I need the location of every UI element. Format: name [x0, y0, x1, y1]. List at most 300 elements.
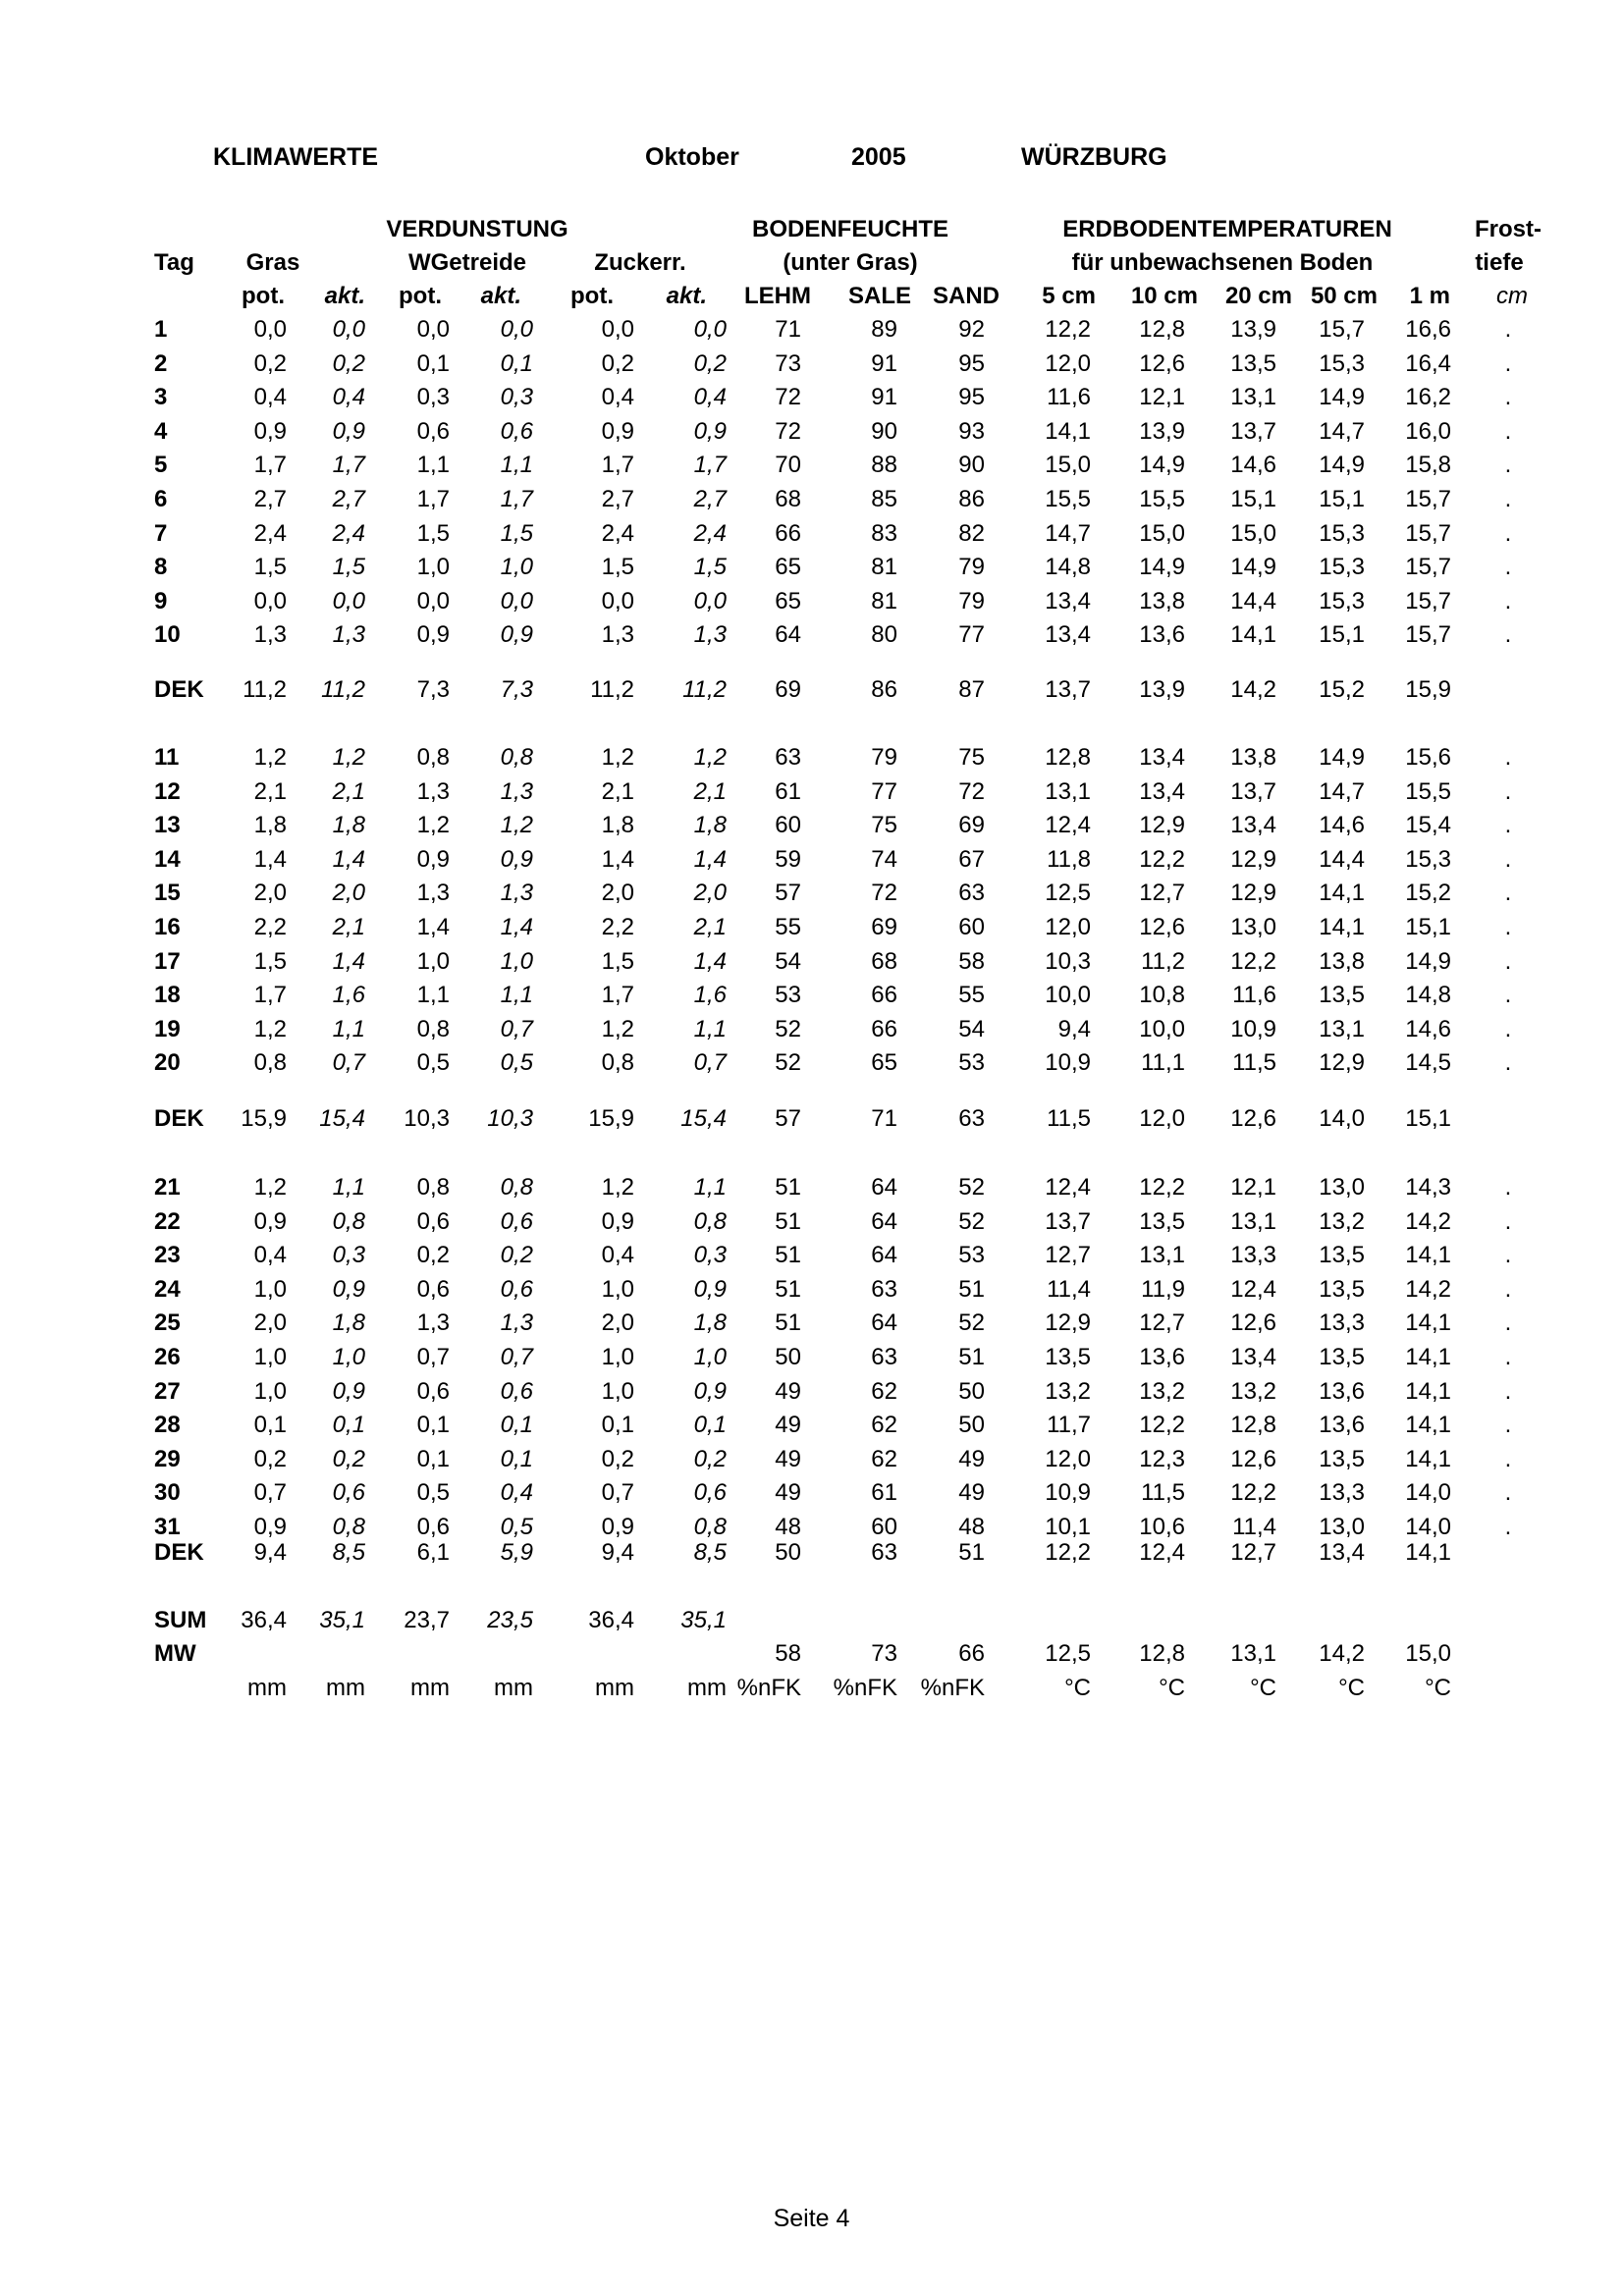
cell-lehm: 50 [775, 1344, 801, 1370]
cell-temp-20cm: 12,4 [1230, 1276, 1276, 1303]
cell-gras-pot: 0,8 [253, 1049, 287, 1076]
table-row [0, 585, 1623, 618]
cell-sand: 82 [958, 520, 985, 547]
cell-zuckerr-akt: 1,3 [693, 621, 727, 648]
cell-gras-pot: 0,9 [253, 418, 287, 445]
cell-temp-10cm: 13,4 [1139, 778, 1185, 805]
cell-frosttiefe: . [1504, 812, 1512, 838]
cell-temp-1m: 15,7 [1405, 554, 1451, 580]
cell-gras-akt: 0,2 [332, 1446, 365, 1472]
cell-temp-10cm: 10,0 [1139, 1016, 1185, 1042]
cell-sale: 71 [871, 1105, 897, 1132]
cell-temp-20cm: 15,1 [1230, 486, 1276, 512]
cell-gras-akt: 0,2 [332, 350, 365, 377]
cell-gras-pot: 2,2 [253, 914, 287, 940]
cell-gras-pot: 1,4 [253, 846, 287, 873]
cell-temp-5cm: 11,5 [1047, 1105, 1091, 1132]
table-row [0, 415, 1623, 449]
cell-zuckerr-akt: 0,2 [693, 1446, 727, 1472]
cell-lehm: 57 [775, 1105, 801, 1132]
cell-temp-10cm: 12,0 [1139, 1105, 1185, 1132]
cell-lehm: 52 [775, 1049, 801, 1076]
cell-gras-pot: 0,2 [253, 1446, 287, 1472]
cell-zuckerr-pot: 1,2 [601, 1016, 634, 1042]
cell-temp-50cm: 13,3 [1319, 1309, 1365, 1336]
cell-wgetreide-pot: 0,0 [416, 588, 450, 614]
cell-zuckerr-akt: 2,0 [693, 880, 727, 906]
cell-sand: 75 [958, 744, 985, 771]
cell-wgetreide-akt: 1,4 [500, 914, 533, 940]
cell-frosttiefe: . [1504, 1174, 1512, 1201]
cell-wgetreide-pot: 1,4 [416, 914, 450, 940]
cell-temp-10cm: 12,7 [1139, 1309, 1185, 1336]
cell-gras-akt: 1,4 [332, 846, 365, 873]
cell-gras-akt: 1,8 [332, 812, 365, 838]
cell-temp-1m: 15,0 [1405, 1640, 1451, 1667]
cell-sale: 63 [871, 1344, 897, 1370]
cell-lehm: 50 [775, 1539, 801, 1566]
cell-gras-akt: 11,2 [321, 676, 365, 703]
cell-gras-akt: 1,7 [332, 452, 365, 478]
cell-temp-50cm: 14,2 [1319, 1640, 1365, 1667]
cell-temp-10cm: 12,8 [1139, 1640, 1185, 1667]
cell-temp-5cm: 10,3 [1045, 948, 1091, 975]
cell-lehm: 72 [775, 418, 801, 445]
cell-temp-20cm: 13,7 [1230, 778, 1276, 805]
cell-frosttiefe: . [1504, 1344, 1512, 1370]
cell-gras-akt: 0,1 [332, 1412, 365, 1438]
title-month: Oktober [645, 143, 739, 171]
cell-temp-10cm: 15,0 [1139, 520, 1185, 547]
cell-zuckerr-pot: 1,5 [601, 554, 634, 580]
cell-temp-50cm: 14,9 [1319, 452, 1365, 478]
cell-frosttiefe: . [1504, 554, 1512, 580]
row-label: 22 [154, 1208, 181, 1235]
row-label: 12 [154, 778, 181, 805]
cell-wgetreide-pot: 1,1 [416, 982, 450, 1008]
cell-zuckerr-akt: 1,1 [693, 1016, 727, 1042]
cell-zuckerr-akt: 15,4 [680, 1105, 727, 1132]
cell-zuckerr-pot: 1,7 [601, 452, 634, 478]
cell-zuckerr-akt: 0,8 [693, 1514, 727, 1540]
cell-temp-5cm: 13,4 [1045, 588, 1091, 614]
cell-temp-5cm: 12,5 [1045, 1640, 1091, 1667]
header-frost: Frost- [1475, 216, 1542, 242]
cell-sand: 55 [958, 982, 985, 1008]
cell-sand: 90 [958, 452, 985, 478]
cell-temp-10cm: 13,4 [1139, 744, 1185, 771]
cell-wgetreide-akt: 10,3 [487, 1105, 533, 1132]
cell-gras-akt: 0,3 [332, 1242, 365, 1268]
cell-wgetreide-pot: 0,1 [416, 1446, 450, 1472]
cell-temp-1m: 14,5 [1405, 1049, 1451, 1076]
cell-temp-5cm: 12,2 [1045, 316, 1091, 343]
cell-temp-10cm: 12,3 [1139, 1446, 1185, 1472]
table-row [0, 1443, 1623, 1476]
table-row [0, 843, 1623, 877]
cell-gras-akt: 0,4 [332, 384, 365, 410]
cell-lehm: 68 [775, 486, 801, 512]
cell-temp-5cm: 13,7 [1045, 1208, 1091, 1235]
cell-gras-akt: 35,1 [319, 1607, 365, 1633]
cell-zuckerr-pot: 1,4 [601, 846, 634, 873]
row-label: 6 [154, 486, 168, 512]
cell-sand: 92 [958, 316, 985, 343]
cell-frosttiefe: . [1504, 418, 1512, 445]
cell-temp-50cm: 15,7 [1319, 316, 1365, 343]
cell-gras-pot: 1,7 [253, 982, 287, 1008]
cell-temp-20cm: 13,9 [1230, 316, 1276, 343]
cell-wgetreide-pot: mm [410, 1675, 450, 1701]
cell-temp-50cm: 14,7 [1319, 778, 1365, 805]
cell-zuckerr-akt: 0,7 [693, 1049, 727, 1076]
cell-zuckerr-akt: 0,6 [693, 1479, 727, 1506]
cell-temp-50cm: 15,3 [1319, 520, 1365, 547]
cell-temp-1m: 14,1 [1405, 1446, 1451, 1472]
cell-frosttiefe: . [1504, 778, 1512, 805]
cell-sale: %nFK [833, 1675, 897, 1701]
cell-frosttiefe: . [1504, 1446, 1512, 1472]
row-label: 1 [154, 316, 168, 343]
cell-wgetreide-akt: 0,7 [500, 1344, 533, 1370]
cell-wgetreide-pot: 0,6 [416, 1208, 450, 1235]
cell-wgetreide-pot: 1,0 [416, 948, 450, 975]
cell-zuckerr-pot: 0,4 [601, 384, 634, 410]
cell-gras-pot: 2,4 [253, 520, 287, 547]
cell-zuckerr-akt: 2,1 [693, 778, 727, 805]
cell-gras-pot: 1,0 [253, 1344, 287, 1370]
cell-sale: 73 [871, 1640, 897, 1667]
cell-wgetreide-akt: 1,2 [500, 812, 533, 838]
cell-wgetreide-pot: 1,5 [416, 520, 450, 547]
table-row [0, 979, 1623, 1012]
row-label: 29 [154, 1446, 181, 1472]
cell-temp-5cm: 12,2 [1045, 1539, 1091, 1566]
cell-sale: 79 [871, 744, 897, 771]
table-row [0, 1239, 1623, 1272]
cell-zuckerr-pot: 2,1 [601, 778, 634, 805]
cell-gras-akt: 1,4 [332, 948, 365, 975]
table-row [0, 1637, 1623, 1671]
cell-gras-akt: 1,6 [332, 982, 365, 1008]
header-col-temp-20cm: 20 cm [1224, 283, 1292, 309]
cell-sale: 64 [871, 1174, 897, 1201]
cell-temp-50cm: 13,5 [1319, 1344, 1365, 1370]
cell-gras-pot: 1,3 [253, 621, 287, 648]
table-row [0, 877, 1623, 910]
cell-gras-pot: 1,7 [253, 452, 287, 478]
cell-temp-5cm: 12,8 [1045, 744, 1091, 771]
header-col-sale: SALE [847, 283, 911, 309]
cell-temp-20cm: 14,6 [1230, 452, 1276, 478]
cell-lehm: 57 [775, 880, 801, 906]
row-label: 8 [154, 554, 168, 580]
cell-gras-pot: 1,2 [253, 1174, 287, 1201]
cell-temp-50cm: 15,3 [1319, 554, 1365, 580]
cell-temp-10cm: 13,9 [1139, 676, 1185, 703]
cell-lehm: 60 [775, 812, 801, 838]
cell-zuckerr-pot: 1,2 [601, 744, 634, 771]
cell-temp-10cm: 10,8 [1139, 982, 1185, 1008]
row-label: 7 [154, 520, 168, 547]
cell-temp-1m: 16,2 [1405, 384, 1451, 410]
cell-gras-akt: 2,0 [332, 880, 365, 906]
cell-sand: 69 [958, 812, 985, 838]
cell-temp-20cm: 12,9 [1230, 846, 1276, 873]
header-row-groups [0, 213, 1623, 246]
cell-zuckerr-akt: 0,0 [693, 588, 727, 614]
cell-temp-20cm: 14,2 [1230, 676, 1276, 703]
cell-temp-5cm: 10,9 [1045, 1049, 1091, 1076]
table-row [0, 1672, 1623, 1705]
cell-frosttiefe: . [1504, 914, 1512, 940]
cell-gras-akt: 1,2 [332, 744, 365, 771]
cell-wgetreide-pot: 1,3 [416, 1309, 450, 1336]
cell-sand: 53 [958, 1242, 985, 1268]
cell-gras-akt: 8,5 [332, 1539, 365, 1566]
cell-gras-akt: 1,0 [332, 1344, 365, 1370]
header-tiefe: tiefe [1475, 249, 1524, 276]
cell-temp-50cm: 15,3 [1319, 350, 1365, 377]
cell-sale: 86 [871, 676, 897, 703]
table-row [0, 1046, 1623, 1080]
cell-wgetreide-pot: 0,1 [416, 1412, 450, 1438]
cell-temp-1m: 14,6 [1405, 1016, 1451, 1042]
cell-temp-20cm: 12,9 [1230, 880, 1276, 906]
header-col-temp-5cm: 5 cm [1042, 283, 1096, 309]
cell-zuckerr-pot: 2,7 [601, 486, 634, 512]
cell-sale: 66 [871, 1016, 897, 1042]
cell-sale: 75 [871, 812, 897, 838]
cell-temp-1m: 14,8 [1405, 982, 1451, 1008]
cell-sand: 87 [958, 676, 985, 703]
cell-temp-5cm: 13,5 [1045, 1344, 1091, 1370]
cell-sand: 95 [958, 384, 985, 410]
header-col-lehm: LEHM [744, 283, 811, 309]
cell-temp-50cm: 14,9 [1319, 384, 1365, 410]
cell-temp-50cm: 13,8 [1319, 948, 1365, 975]
cell-gras-pot: 0,7 [253, 1479, 287, 1506]
cell-temp-5cm: 11,7 [1047, 1412, 1091, 1438]
cell-gras-pot: 1,8 [253, 812, 287, 838]
cell-temp-20cm: 11,5 [1232, 1049, 1276, 1076]
cell-temp-20cm: 11,4 [1232, 1514, 1276, 1540]
cell-frosttiefe: . [1504, 588, 1512, 614]
cell-temp-50cm: 14,1 [1319, 880, 1365, 906]
cell-wgetreide-pot: 0,5 [416, 1049, 450, 1076]
cell-sale: 90 [871, 418, 897, 445]
cell-temp-5cm: 13,2 [1045, 1378, 1091, 1405]
cell-temp-1m: 15,1 [1405, 1105, 1451, 1132]
row-label: 5 [154, 452, 168, 478]
cell-gras-akt: 0,0 [332, 588, 365, 614]
table-row [0, 1013, 1623, 1046]
cell-zuckerr-akt: 0,0 [693, 316, 727, 343]
table-row [0, 945, 1623, 979]
cell-zuckerr-pot: 15,9 [588, 1105, 634, 1132]
cell-wgetreide-pot: 0,3 [416, 384, 450, 410]
cell-wgetreide-pot: 6,1 [416, 1539, 450, 1566]
row-label: 31 [154, 1514, 181, 1540]
cell-temp-1m: 15,6 [1405, 744, 1451, 771]
cell-temp-5cm: 10,9 [1045, 1479, 1091, 1506]
cell-gras-akt: 1,1 [332, 1016, 365, 1042]
cell-temp-5cm: 12,0 [1045, 914, 1091, 940]
cell-zuckerr-akt: 0,9 [693, 1378, 727, 1405]
row-label: 24 [154, 1276, 181, 1303]
cell-sand: 58 [958, 948, 985, 975]
cell-temp-5cm: 12,0 [1045, 1446, 1091, 1472]
cell-temp-50cm: 13,0 [1319, 1514, 1365, 1540]
cell-temp-1m: 14,2 [1405, 1208, 1451, 1235]
cell-sale: 62 [871, 1412, 897, 1438]
cell-lehm: 58 [775, 1640, 801, 1667]
table-row [0, 1102, 1623, 1136]
cell-sale: 60 [871, 1514, 897, 1540]
table-row [0, 741, 1623, 774]
row-label: 30 [154, 1479, 181, 1506]
cell-temp-5cm: 12,4 [1045, 812, 1091, 838]
cell-wgetreide-pot: 0,9 [416, 846, 450, 873]
table-row [0, 1604, 1623, 1637]
table-row [0, 618, 1623, 652]
cell-temp-10cm: 14,9 [1139, 452, 1185, 478]
cell-frosttiefe: . [1504, 621, 1512, 648]
cell-temp-50cm: 15,3 [1319, 588, 1365, 614]
cell-temp-10cm: 12,8 [1139, 316, 1185, 343]
header-col-wgetreide-akt: akt. [480, 283, 521, 309]
cell-sand: 67 [958, 846, 985, 873]
cell-temp-20cm: 14,4 [1230, 588, 1276, 614]
cell-gras-pot: 2,1 [253, 778, 287, 805]
cell-temp-1m: 14,1 [1405, 1539, 1451, 1566]
cell-wgetreide-pot: 7,3 [416, 676, 450, 703]
cell-wgetreide-akt: 0,1 [500, 350, 533, 377]
cell-temp-20cm: 13,2 [1230, 1378, 1276, 1405]
cell-gras-akt: 1,1 [332, 1174, 365, 1201]
cell-temp-50cm: 13,2 [1319, 1208, 1365, 1235]
cell-temp-1m: 14,1 [1405, 1378, 1451, 1405]
cell-wgetreide-akt: mm [494, 1675, 533, 1701]
cell-wgetreide-akt: 0,5 [500, 1514, 533, 1540]
cell-temp-1m: 14,1 [1405, 1412, 1451, 1438]
cell-wgetreide-pot: 0,1 [416, 350, 450, 377]
cell-lehm: 71 [775, 316, 801, 343]
cell-wgetreide-pot: 0,9 [416, 621, 450, 648]
cell-temp-10cm: 12,2 [1139, 1174, 1185, 1201]
cell-temp-1m: 16,6 [1405, 316, 1451, 343]
table-row [0, 673, 1623, 707]
cell-sand: 53 [958, 1049, 985, 1076]
cell-sand: 63 [958, 880, 985, 906]
cell-temp-5cm: 11,8 [1047, 846, 1091, 873]
cell-lehm: 59 [775, 846, 801, 873]
cell-gras-pot: 2,7 [253, 486, 287, 512]
cell-gras-pot: 0,9 [253, 1208, 287, 1235]
cell-gras-akt: 1,5 [332, 554, 365, 580]
header-col-sand: SAND [932, 283, 1000, 309]
cell-wgetreide-akt: 1,3 [500, 1309, 533, 1336]
cell-sand: %nFK [920, 1675, 985, 1701]
title-main: KLIMAWERTE [213, 143, 379, 171]
cell-temp-5cm: 10,1 [1045, 1514, 1091, 1540]
header-col-temp-50cm: 50 cm [1310, 283, 1378, 309]
table-row [0, 1273, 1623, 1307]
table-row [0, 1205, 1623, 1239]
row-label: 10 [154, 621, 181, 648]
cell-temp-1m: 15,2 [1405, 880, 1451, 906]
cell-temp-20cm: 13,0 [1230, 914, 1276, 940]
cell-temp-20cm: 12,6 [1230, 1309, 1276, 1336]
cell-sale: 91 [871, 350, 897, 377]
cell-temp-10cm: 12,4 [1139, 1539, 1185, 1566]
cell-temp-1m: 15,3 [1405, 846, 1451, 873]
cell-temp-1m: 14,3 [1405, 1174, 1451, 1201]
cell-wgetreide-akt: 1,3 [500, 778, 533, 805]
cell-wgetreide-akt: 0,8 [500, 1174, 533, 1201]
cell-lehm: 49 [775, 1479, 801, 1506]
cell-sand: 60 [958, 914, 985, 940]
cell-temp-20cm: 13,7 [1230, 418, 1276, 445]
row-label: 19 [154, 1016, 181, 1042]
title-station: WÜRZBURG [1021, 143, 1167, 171]
cell-zuckerr-akt: 35,1 [680, 1607, 727, 1633]
table-row [0, 1171, 1623, 1204]
cell-temp-20cm: 14,9 [1230, 554, 1276, 580]
cell-zuckerr-pot: 0,9 [601, 1208, 634, 1235]
cell-sand: 79 [958, 554, 985, 580]
cell-temp-20cm: 12,2 [1230, 948, 1276, 975]
cell-zuckerr-pot: 2,2 [601, 914, 634, 940]
cell-gras-akt: 0,8 [332, 1514, 365, 1540]
cell-sale: 69 [871, 914, 897, 940]
row-label: 13 [154, 812, 181, 838]
cell-zuckerr-pot: 0,9 [601, 418, 634, 445]
cell-sale: 85 [871, 486, 897, 512]
cell-gras-pot: 1,0 [253, 1378, 287, 1405]
title-year: 2005 [851, 143, 906, 171]
header-col-zuckerr-akt: akt. [666, 283, 707, 309]
cell-lehm: 51 [775, 1242, 801, 1268]
cell-zuckerr-akt: 2,1 [693, 914, 727, 940]
cell-temp-5cm: 11,4 [1047, 1276, 1091, 1303]
cell-gras-akt: 15,4 [319, 1105, 365, 1132]
cell-wgetreide-akt: 0,2 [500, 1242, 533, 1268]
cell-wgetreide-pot: 0,2 [416, 1242, 450, 1268]
cell-temp-1m: 16,4 [1405, 350, 1451, 377]
table-row [0, 381, 1623, 414]
header-col-gras-akt: akt. [324, 283, 365, 309]
cell-lehm: 65 [775, 554, 801, 580]
cell-zuckerr-pot: 0,1 [601, 1412, 634, 1438]
cell-wgetreide-pot: 23,7 [404, 1607, 450, 1633]
cell-gras-pot: 36,4 [241, 1607, 287, 1633]
header-row-subgroups [0, 246, 1623, 280]
table-row [0, 809, 1623, 842]
cell-lehm: 49 [775, 1412, 801, 1438]
row-label: 17 [154, 948, 181, 975]
cell-temp-1m: 15,7 [1405, 621, 1451, 648]
cell-wgetreide-akt: 0,0 [500, 316, 533, 343]
cell-temp-50cm: 13,4 [1319, 1539, 1365, 1566]
table-row [0, 313, 1623, 347]
cell-zuckerr-pot: 0,0 [601, 588, 634, 614]
header-wgetreide: WGetreide [407, 249, 527, 276]
cell-wgetreide-pot: 0,6 [416, 1378, 450, 1405]
cell-frosttiefe: . [1504, 350, 1512, 377]
cell-zuckerr-pot: 0,9 [601, 1514, 634, 1540]
cell-sale: 64 [871, 1309, 897, 1336]
